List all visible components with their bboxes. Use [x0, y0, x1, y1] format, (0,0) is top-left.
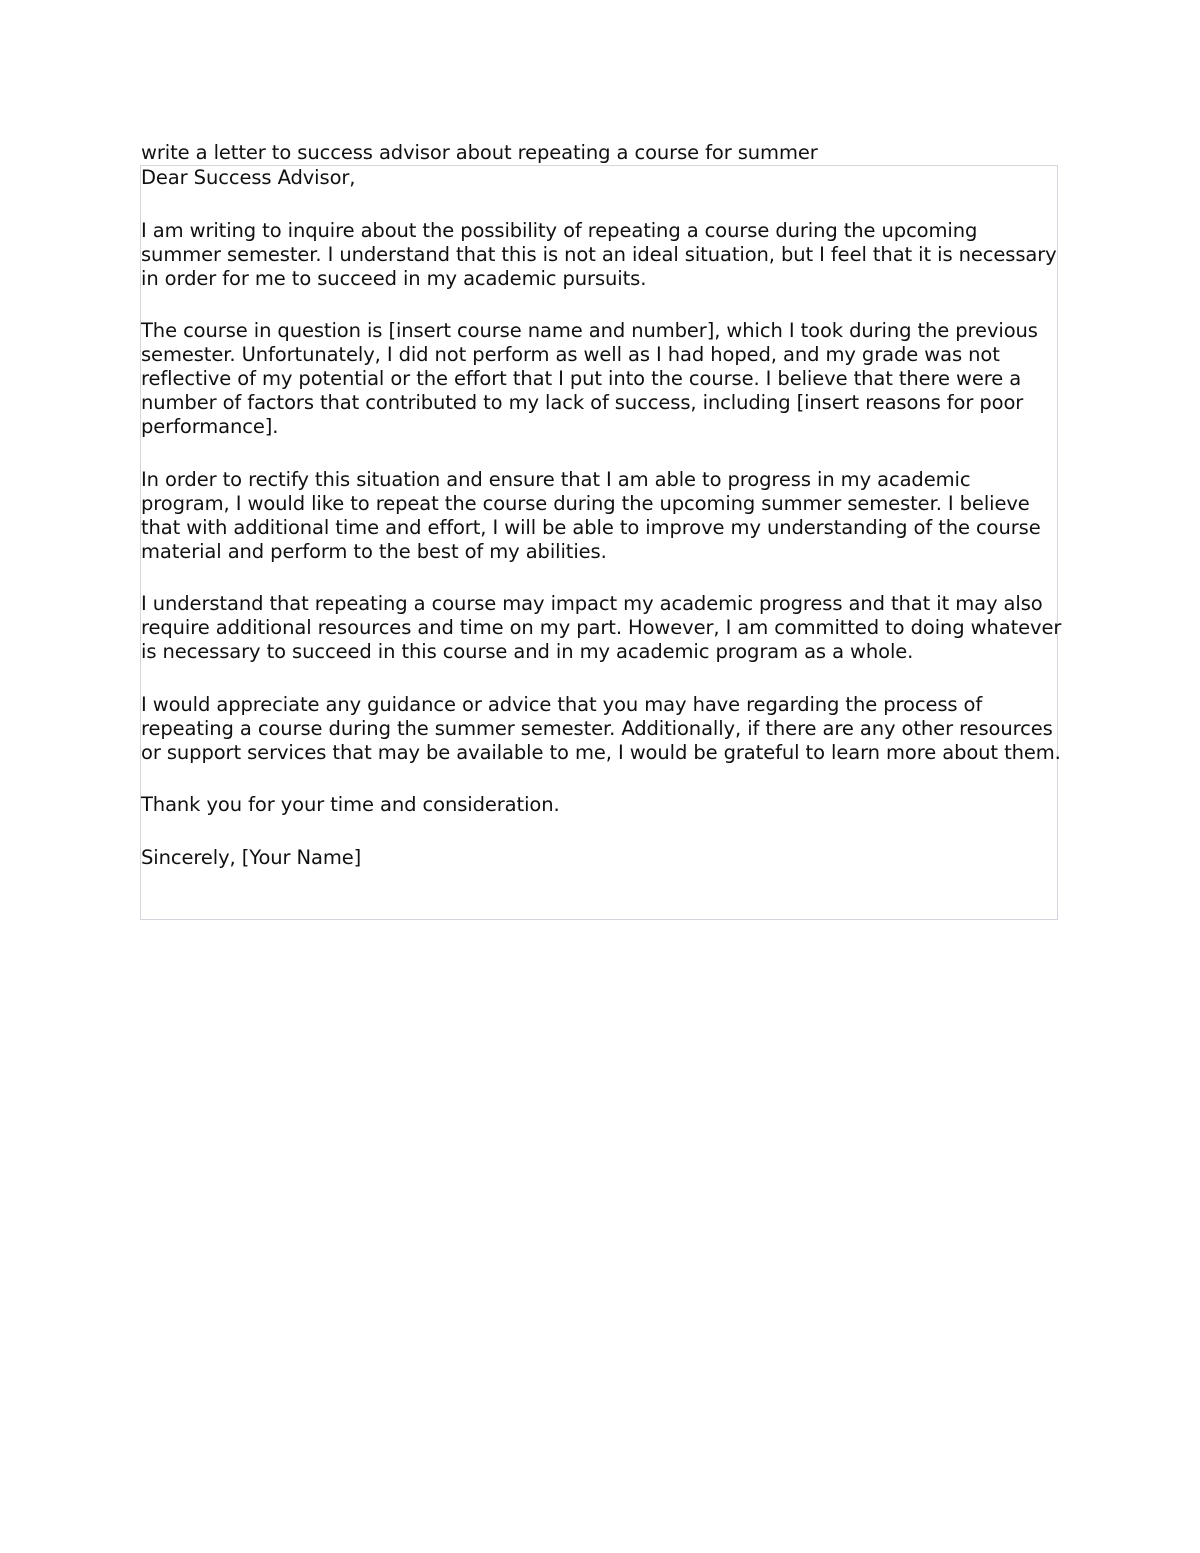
letter-paragraph-6: Thank you for your time and consideration. — [141, 793, 560, 816]
letter-paragraph-5: I would appreciate any guidance or advice that you may have regarding the process of repeating a course during the summer semester. Additionally, if there are any other resources or support services that may be available to me, I would be grateful to learn more about them. — [141, 692, 1061, 764]
letter-greeting: Dear Success Advisor, — [141, 166, 356, 189]
letter-paragraph-1: I am writing to inquire about the possibility of repeating a course during the upcoming summer semester. I understand that this is not an ideal situation, but I feel that it is necessary in order for me to succeed in my academic pursuits. — [141, 218, 1057, 290]
letter-closing: Sincerely, [Your Name] — [141, 845, 362, 869]
letter-paragraph-4: I understand that repeating a course may impact my academic progress and that it may also require additional resources and time on my part. However, I am committed to doing whatever is necessary to succeed in this course and in my academic program as a whole. — [141, 592, 1062, 663]
letter-paragraph-2: The course in question is [insert course name and number], which I took during the previous semester. Unfortunately, I did not perform as well as I had hoped, and my grade was not reflective of my potential or the effort that I put into the course. I believe that there were a number of factors that contributed to my lack of success, including [insert reasons for poor performance]. — [141, 319, 1038, 438]
letter-body — [141, 166, 1063, 898]
prompt-text: write a letter to success advisor about repeating a course for summer — [141, 141, 818, 164]
letter-paragraph-3: In order to rectify this situation and ensure that I am able to progress in my academic program, I would like to repeat the course during the upcoming summer semester. I believe that with additional time and effort, I will be able to improve my understanding of the course material and perform to the best of my abilities. — [141, 467, 1041, 563]
